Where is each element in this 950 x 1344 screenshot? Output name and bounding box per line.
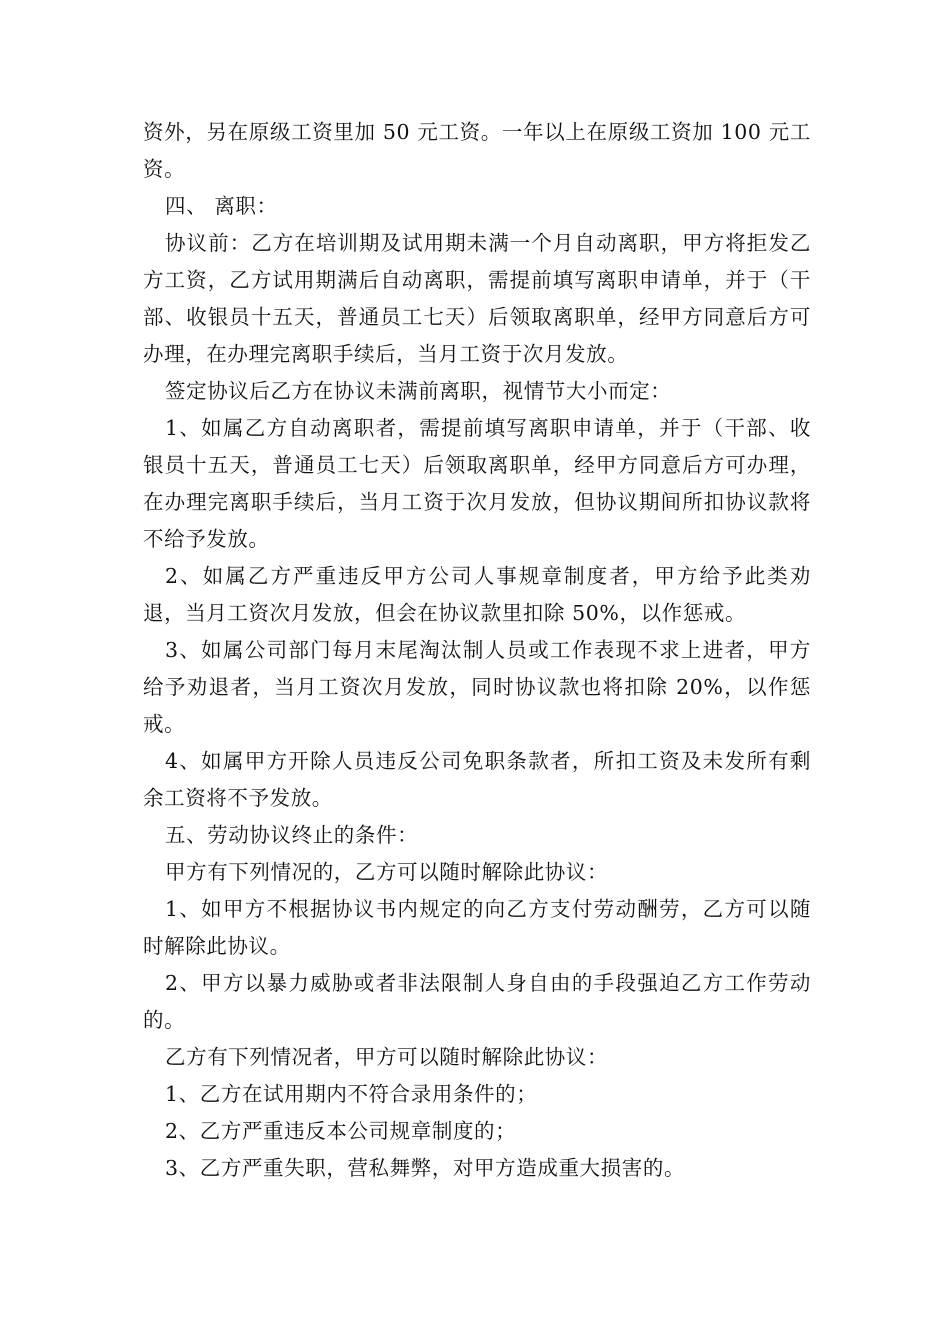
- paragraph-post-agreement-intro: 签定协议后乙方在协议未满前离职，视情节大小而定：: [165, 379, 672, 403]
- paragraph-salary-continuation: 资外，另在原级工资里加 50 元工资。一年以上在原级工资加 100 元工资。: [143, 120, 811, 181]
- list-item-rule-violation: 2、乙方严重违反本公司规章制度的；: [165, 1119, 517, 1143]
- list-item-unpaid-wages: 1、如甲方不根据协议书内规定的向乙方支付劳动酬劳，乙方可以随时解除此协议。: [143, 897, 811, 958]
- list-item-dismissal: 4、如属甲方开除人员违反公司免职条款者，所扣工资及未发所有剩余工资将不予发放。: [143, 749, 811, 810]
- list-item-serious-violation: 2、如属乙方严重违反甲方公司人事规章制度者，甲方给予此类劝退，当月工资次月发放，但会在协议款里扣除 50%，以作惩戒。: [143, 564, 811, 625]
- paragraph-party-a-conditions-intro: 甲方有下列情况的，乙方可以随时解除此协议：: [165, 860, 609, 884]
- paragraph-party-b-conditions-intro: 乙方有下列情况者，甲方可以随时解除此协议：: [165, 1045, 609, 1069]
- list-item-misconduct: 3、乙方严重失职，营私舞弊，对甲方造成重大损害的。: [165, 1156, 686, 1180]
- list-item-elimination: 3、如属公司部门每月末尾淘汰制人员或工作表现不求上进者，甲方给予劝退者，当月工资次月发放，同时协议款也将扣除 20%，以作惩戒。: [143, 638, 811, 736]
- heading-termination-conditions: 五、劳动协议终止的条件：: [165, 823, 419, 847]
- paragraph-pre-agreement-resignation: 协议前：乙方在培训期及试用期未满一个月自动离职，甲方将拒发乙方工资，乙方试用期满后自动离职，需提前填写离职申请单，并于（干部、收银员十五天，普通员工七天）后领取离职单，经甲方同意后方可办理，在办理完离职手续后，当月工资于次月发放。: [143, 231, 811, 366]
- heading-resignation: 四、 离职：: [165, 194, 278, 218]
- document-body: [143, 114, 811, 1187]
- list-item-forced-labor: 2、甲方以暴力威胁或者非法限制人身自由的手段强迫乙方工作劳动的。: [143, 971, 811, 1032]
- list-item-probation-unqualified: 1、乙方在试用期内不符合录用条件的；: [165, 1082, 538, 1106]
- list-item-voluntary-resignation: 1、如属乙方自动离职者，需提前填写离职申请单，并于（干部、收银员十五天，普通员工七天）后领取离职单，经甲方同意后方可办理，在办理完离职手续后，当月工资于次月发放，但协议期间所扣协议款将不给予发放。: [143, 416, 811, 551]
